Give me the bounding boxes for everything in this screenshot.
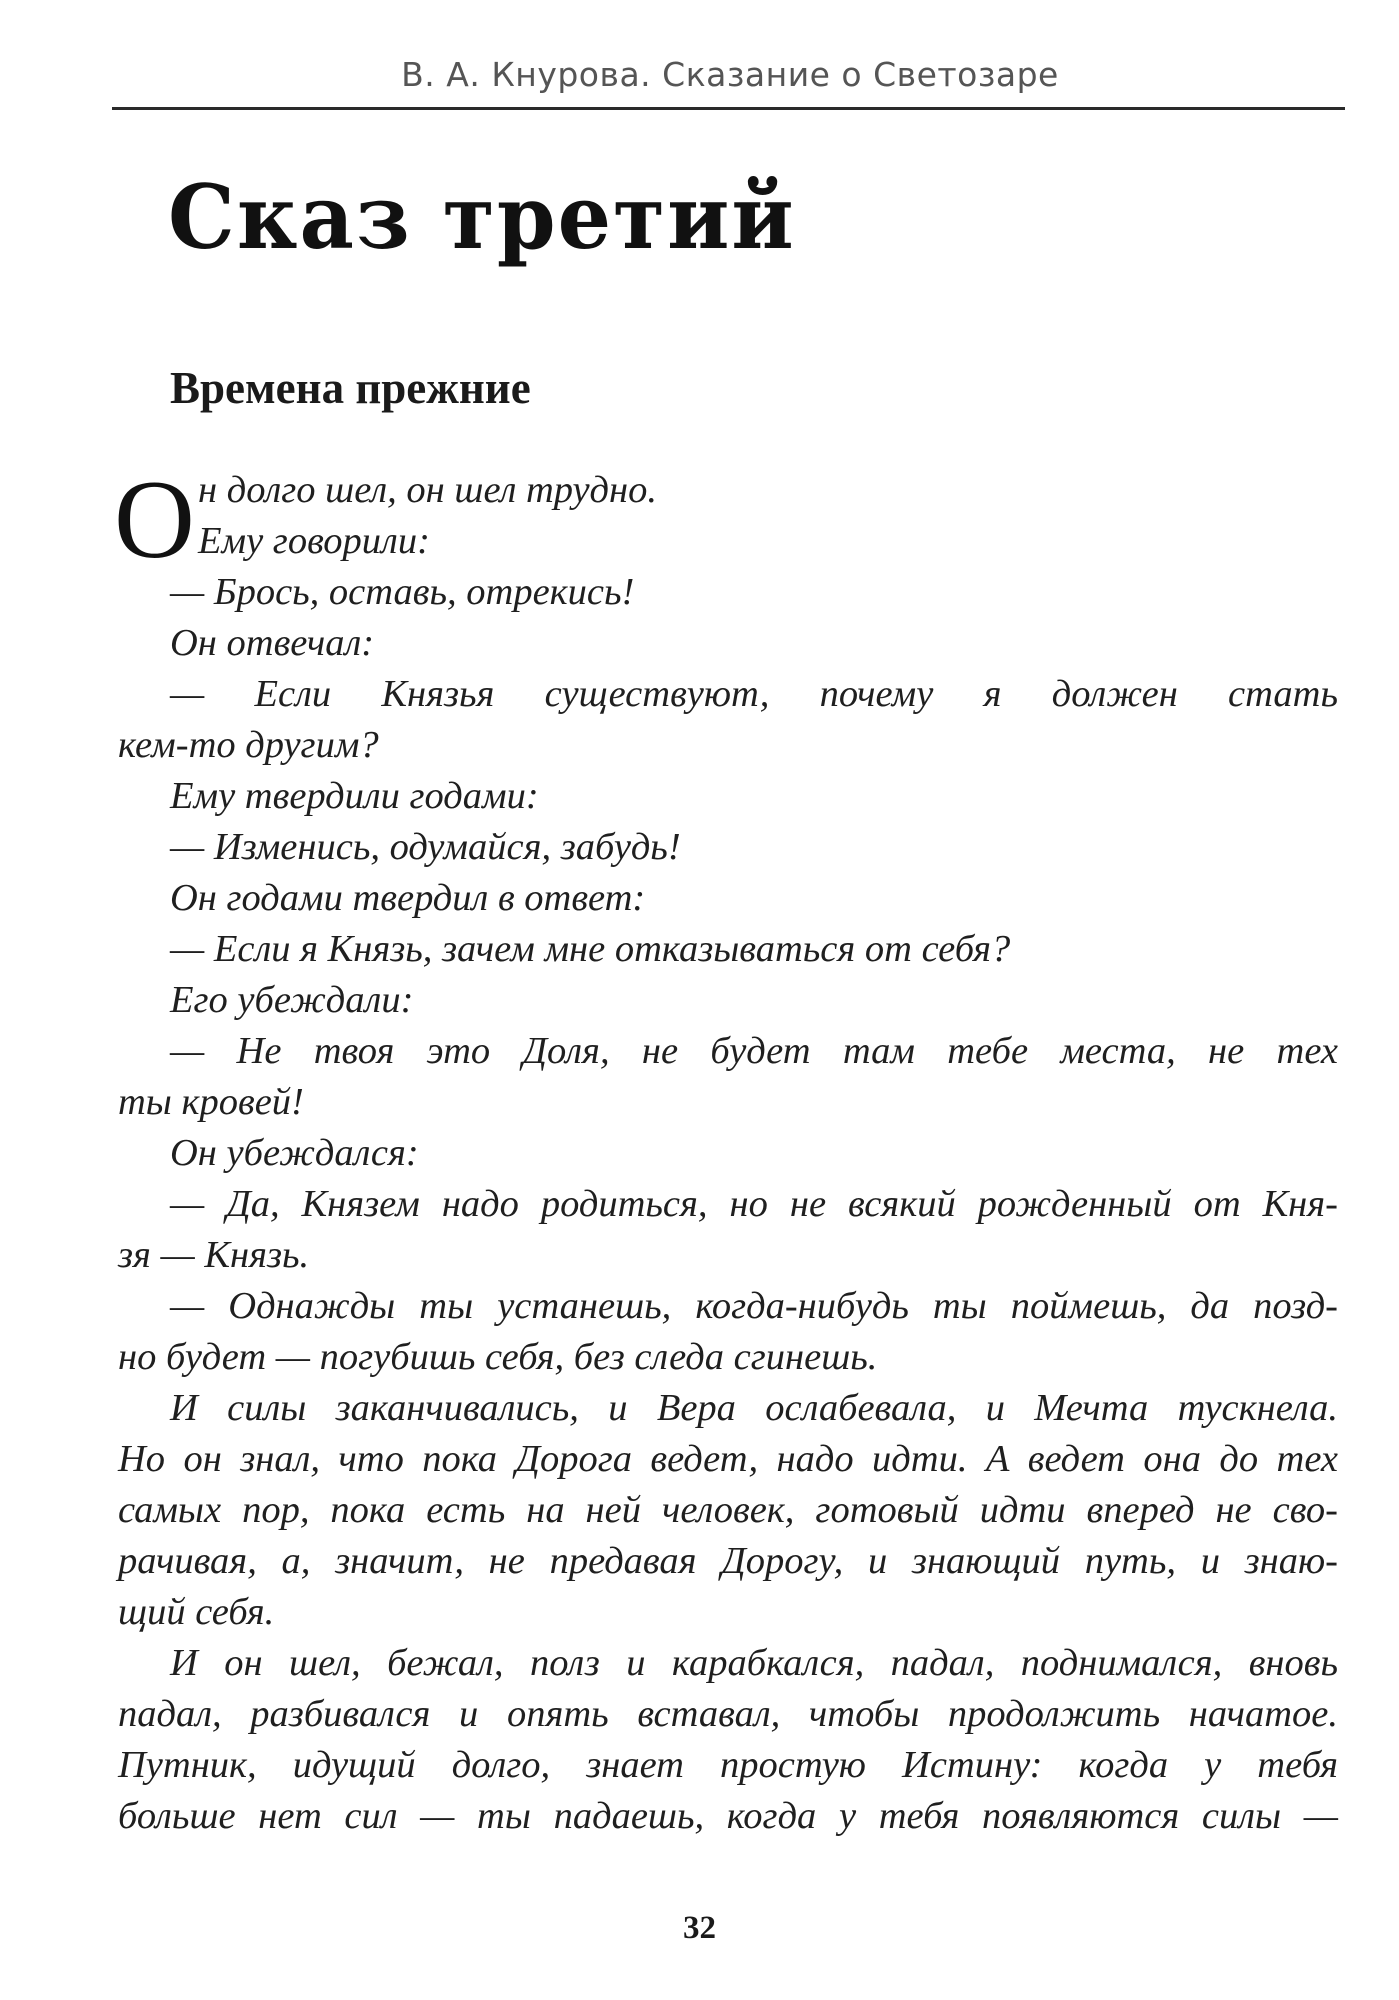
section-title: Времена прежние	[170, 363, 531, 413]
text-line: Ему твердили годами:	[170, 775, 539, 817]
text-line: — Если Князья существуют, почему я должен стать	[170, 673, 1338, 715]
text-line: Но он знал, что пока Дорога ведет, надо идти. А ведет она до тех	[118, 1438, 1338, 1480]
page-number: 32	[683, 1910, 716, 1946]
drop-cap: О	[114, 458, 195, 582]
text-line: зя — Князь.	[118, 1234, 310, 1276]
text-line: падал, разбивался и опять вставал, чтобы продолжить начатое.	[118, 1693, 1338, 1735]
text-line: Он убеждался:	[170, 1132, 419, 1174]
text-line: самых пор, пока есть на ней человек, готовый идти вперед не сво-	[118, 1489, 1338, 1531]
text-line: — Если я Князь, зачем мне отказываться от себя?	[170, 928, 1011, 970]
text-line: кем-то другим?	[118, 724, 379, 766]
text-line: — Брось, оставь, отрекись!	[170, 571, 635, 613]
text-line: рачивая, а, значит, не предавая Дорогу, и знающий путь, и знаю-	[118, 1540, 1338, 1582]
text-line: — Однажды ты устанешь, когда-нибудь ты поймешь, да позд-	[170, 1285, 1338, 1327]
text-line: — Да, Князем надо родиться, но не всякий рожденный от Кня-	[170, 1183, 1338, 1225]
text-line: — Изменись, одумайся, забудь!	[170, 826, 681, 868]
header-rule	[112, 107, 1345, 110]
text-line: Его убеждали:	[170, 979, 414, 1021]
text-line: больше нет сил — ты падаешь, когда у тебя появляются силы —	[118, 1795, 1338, 1837]
text-line: Путник, идущий долго, знает простую Истину: когда у тебя	[118, 1744, 1338, 1786]
text-line: — Не твоя это Доля, не будет там тебе места, не тех	[170, 1030, 1338, 1072]
body-text	[118, 465, 1338, 1842]
running-head: В. А. Кнурова. Сказание о Светозаре	[401, 55, 1059, 94]
text-line: И он шел, бежал, полз и карабкался, падал, поднимался, вновь	[170, 1642, 1338, 1684]
text-line: н долго шел, он шел трудно.	[198, 469, 657, 511]
text-line: но будет — погубишь себя, без следа сгинешь.	[118, 1336, 878, 1378]
text-line: И силы заканчивались, и Вера ослабевала, и Мечта тускнела.	[170, 1387, 1338, 1429]
chapter-title: Сказ третий	[168, 165, 796, 269]
text-line: щий себя.	[118, 1591, 275, 1633]
text-line: Ему говорили:	[198, 520, 430, 562]
text-line: ты кровей!	[118, 1081, 304, 1123]
text-line: Он годами твердил в ответ:	[170, 877, 646, 919]
text-line: Он отвечал:	[170, 622, 375, 664]
